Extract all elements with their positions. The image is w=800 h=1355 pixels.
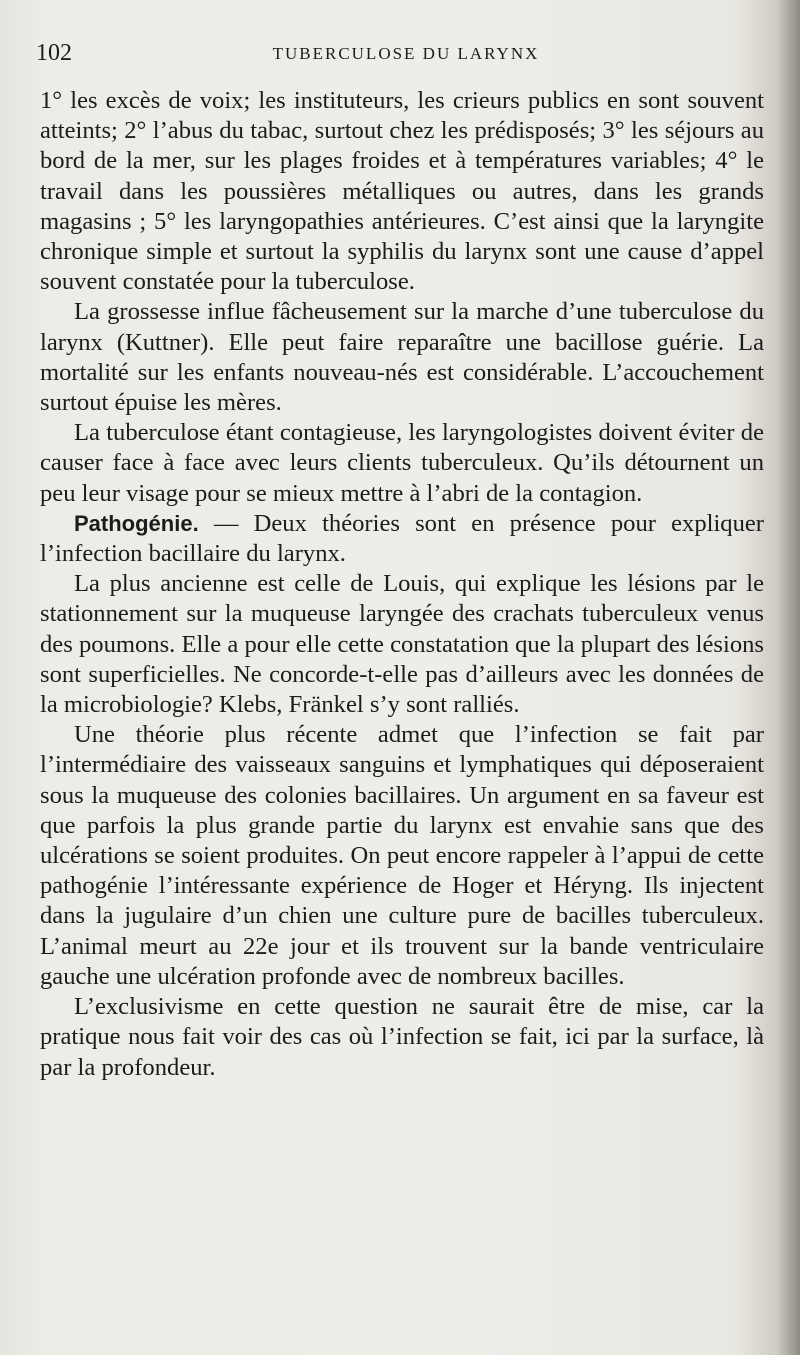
section-heading-pathogenie: Pathogénie. <box>74 510 199 536</box>
page-number: 102 <box>36 40 72 66</box>
paragraph-contagion: La tuberculose étant contagieuse, les laryngologistes doivent éviter de causer face à face avec leurs clients tuberculeux. Qu’ils détournent un peu leur visage pour se mieux mettre à l’abri de la contagion. <box>40 419 764 507</box>
paragraph-conclusion: L’exclusivisme en cette question ne saurait être de mise, car la pratique nous fait voir des cas où l’infection se fait, ici par la surface, là par la profondeur. <box>40 993 764 1081</box>
paragraph-pathogenie-text: — Deux théories sont en présence pour expliquer l’infection bacillaire du larynx. <box>40 509 764 568</box>
page-header <box>36 40 776 74</box>
paragraph-louis-theory: La plus ancienne est celle de Louis, qui explique les lésions par le stationnement sur la muqueuse laryngée des crachats tuberculeux venus des poumons. Elle a pour elle cette constatation que la plupart des lésions sont superficielles. Ne concorde-t-elle pas d’ailleurs avec les données de la microbiologie? Klebs, Fränkel s’y sont ralliés. <box>40 570 764 719</box>
running-title: TUBERCULOSE DU LARYNX <box>272 44 540 63</box>
paragraph-pregnancy: La grossesse influe fâcheusement sur la marche d’une tuberculose du larynx (Kuttner). Elle peut faire reparaître une bacillose guérie. La mortalité sur les enfants nouveau-nés est considérable. L’accouchement surtout épuise les mères. <box>40 298 764 417</box>
paragraph-vascular-theory: Une théorie plus récente admet que l’infection se fait par l’intermédiaire des vaisseaux sanguins et lymphatiques qui déposeraient sous la muqueuse des colonies bacillaires. Un argument en sa faveur est que parfois la plus grande partie du larynx est envahie sans que des ulcérations se soient produites. On peut encore rappeler à l’appui de cette pathogénie l’intéressante expérience de Hoger et Héryng. Ils injectent dans la jugulaire d’un chien une culture pure de bacilles tuberculeux. L’animal meurt au 22e jour et ils trouvent sur la bande ventriculaire gauche une ulcération profonde avec de nombreux bacilles. <box>40 721 764 990</box>
paragraph-pathogenie <box>40 509 764 569</box>
body-text <box>40 86 764 1083</box>
paragraph-causes: 1° les excès de voix; les instituteurs, les crieurs publics en sont souvent atteints; 2° l’abus du tabac, surtout chez les prédisposés; 3° les séjours au bord de la mer, sur les plages froides et à températures variables; 4° le travail dans les poussières métalliques ou autres, dans les grands magasins ; 5° les laryngopathies antérieures. C’est ainsi que la laryngite chronique simple et surtout la syphilis du larynx sont une cause d’appel souvent constatée pour la tuberculose. <box>40 87 764 296</box>
